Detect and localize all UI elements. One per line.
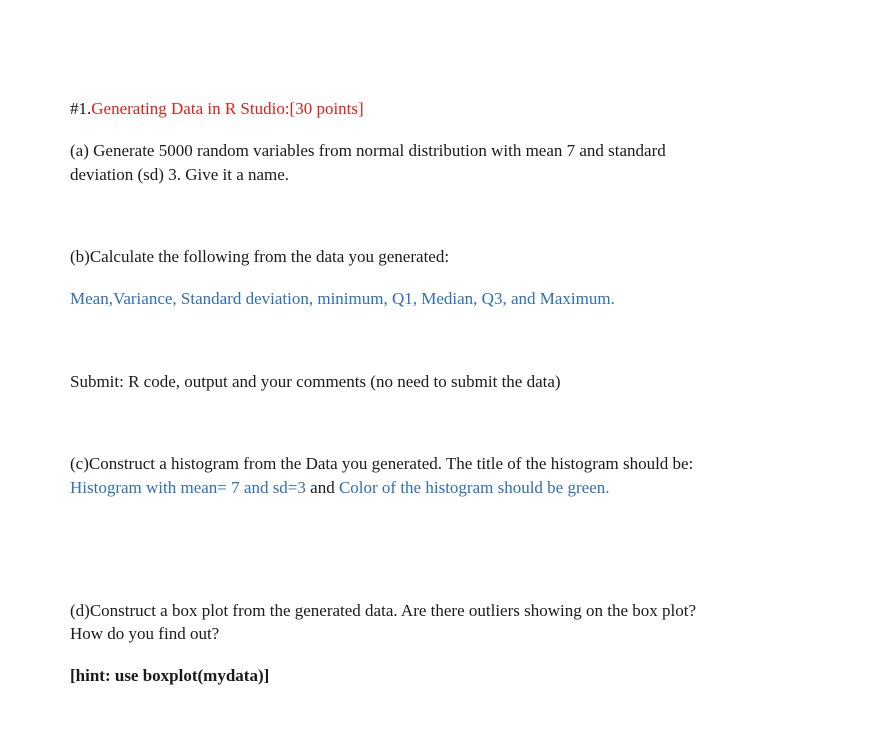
part-d-line-1: (d)Construct a box plot from the generated data. Are there outliers showing on the box plot? — [70, 601, 697, 620]
part-b-prompt: (b)Calculate the following from the data you generated: — [70, 247, 450, 266]
part-d-line-2: How do you find out? — [70, 624, 220, 643]
heading-title: Generating Data in R Studio:[30 points] — [91, 99, 364, 118]
histogram-color-text: Color of the histogram should be green. — [338, 478, 610, 497]
heading-number: #1. — [70, 99, 92, 118]
part-c-line-1: (c)Construct a histogram from the Data you generated. The title of the histogram should be: — [70, 454, 694, 473]
and-text: and — [305, 478, 339, 497]
submit-instructions: Submit: R code, output and your comments (no need to submit the data) — [70, 372, 561, 391]
part-a-line-2: deviation (sd) 3. Give it a name. — [70, 165, 290, 184]
heading — [70, 97, 364, 120]
part-a-line-1: (a) Generate 5000 random variables from normal distribution with mean 7 and standard — [70, 141, 666, 160]
hint-text: [hint: use boxplot(mydata)] — [70, 666, 270, 685]
part-b-stats-list: Mean,Variance, Standard deviation, minimum, Q1, Median, Q3, and Maximum. — [70, 289, 615, 308]
histogram-title-text: Histogram with mean= 7 and sd=3 — [70, 478, 306, 497]
part-c-line-2 — [70, 476, 609, 499]
